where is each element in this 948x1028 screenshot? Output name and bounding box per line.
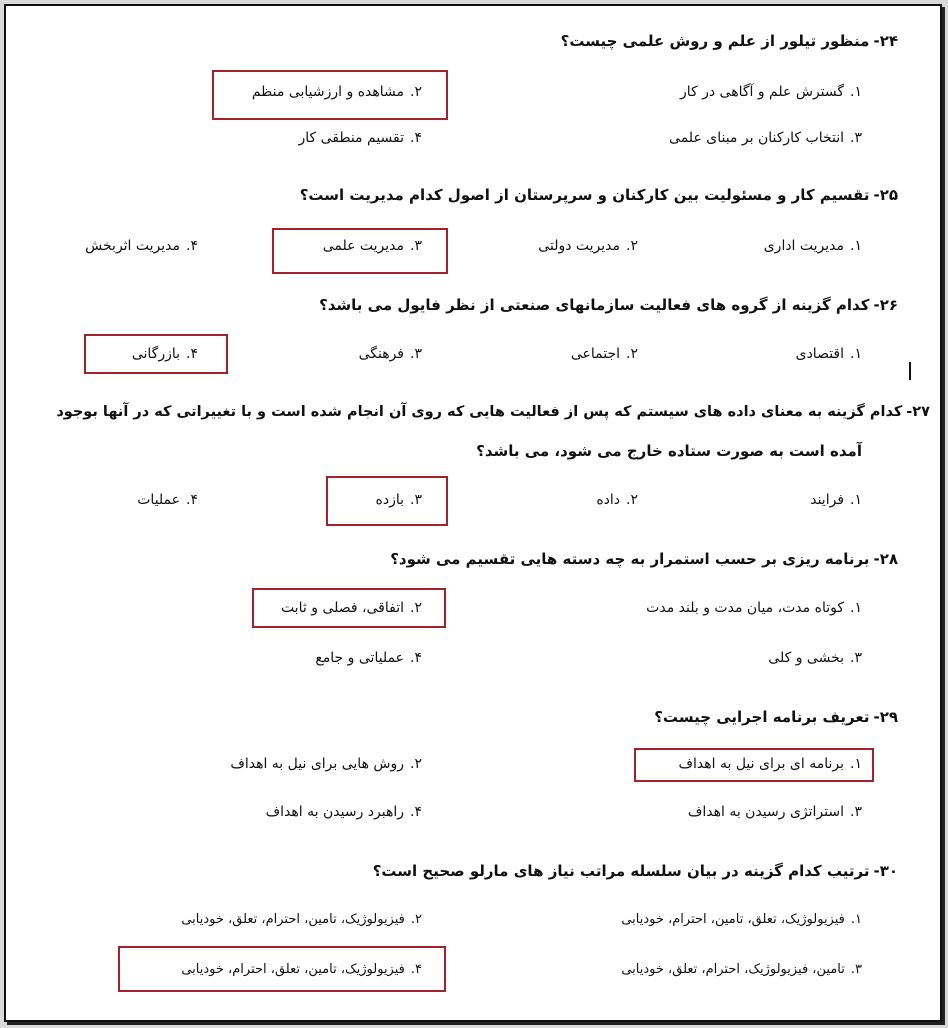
question-27-continued: آمده است به صورت ستاده خارج می شود، می باشد؟: [476, 442, 862, 460]
option-27-1: ۱.فرایند: [810, 492, 862, 508]
option-29-3: ۳.استراتژی رسیدن به اهداف: [687, 804, 862, 820]
option-28-1: ۱.کوتاه مدت، میان مدت و بلند مدت: [646, 600, 862, 616]
option-25-3: ۳.مدیریت علمی: [322, 238, 422, 254]
question-text: ترتیب کدام گزینه در بیان سلسله مراتب نیاز های مارلو صحیح است؟: [372, 862, 870, 880]
option-26-2: ۲.اجتماعی: [570, 346, 638, 362]
question-text: تعریف برنامه اجرایی چیست؟: [654, 708, 870, 726]
question-30: [373, 862, 898, 880]
question-24: [561, 32, 898, 50]
question-text: کدام گزینه از گروه های فعالیت سازمانهای صنعتی از نظر فایول می باشد؟: [319, 296, 870, 314]
question-number: ۳۰-: [873, 862, 898, 880]
option-27-2: ۲.داده: [596, 492, 638, 508]
question-25: [300, 186, 898, 204]
question-number: ۲۸-: [873, 550, 898, 568]
question-number: ۲۶-: [873, 296, 898, 314]
option-24-2: ۲.مشاهده و ارزشیابی منظم: [251, 84, 422, 100]
option-26-4: ۴.بازرگانی: [131, 346, 198, 362]
option-26-3: ۳.فرهنگی: [358, 346, 422, 362]
question-number: ۲۴-: [873, 32, 898, 50]
option-28-2: ۲.اتفاقی، فصلی و ثابت: [280, 600, 422, 616]
option-27-4: ۴.عملیات: [137, 492, 198, 508]
question-text: منظور تیلور از علم و روش علمی چیست؟: [560, 32, 870, 50]
option-29-4: ۴.راهبرد رسیدن به اهداف: [265, 804, 422, 820]
option-24-3: ۳.انتخاب کارکنان بر مبنای علمی: [669, 130, 862, 146]
question-number: ۲۵-: [873, 186, 898, 204]
question-number: ۲۷-: [906, 404, 930, 420]
option-24-4: ۴.تقسیم منطقی کار: [298, 130, 422, 146]
option-25-2: ۲.مدیریت دولتی: [538, 238, 638, 254]
question-28: [390, 550, 898, 568]
option-28-4: ۴.عملیاتی و جامع: [315, 650, 422, 666]
option-29-2: ۲.روش هایی برای نیل به اهداف: [230, 756, 422, 772]
option-25-4: ۴.مدیریت اثربخش: [85, 238, 198, 254]
text-cursor: [909, 362, 911, 380]
option-25-1: ۱.مدیریت اداری: [763, 238, 862, 254]
option-29-1: ۱.برنامه ای برای نیل به اهداف: [678, 756, 862, 772]
option-27-3: ۳.بازده: [375, 492, 422, 508]
question-number: ۲۹-: [873, 708, 898, 726]
option-30-1: ۱.فیزیولوژیک، تعلق، تامین، احترام، خودیابی: [621, 912, 862, 927]
option-24-1: ۱.گسترش علم و آگاهی در کار: [679, 84, 862, 100]
exam-page: [4, 4, 942, 1022]
option-26-1: ۱.اقتصادی: [795, 346, 862, 362]
question-26: [319, 296, 898, 314]
question-text: برنامه ریزی بر حسب استمرار به چه دسته هایی تقسیم می شود؟: [390, 550, 870, 568]
question-text: کدام گزینه به معنای داده های سیستم که پس از فعالیت هایی که روی آن انجام شده است و با تغییراتی که در آنها بوجود: [56, 404, 903, 420]
option-30-3: ۳.تامین، فیزیولوژیک، احترام، تعلق، خودیابی: [621, 962, 862, 977]
option-28-3: ۳.بخشی و کلی: [768, 650, 862, 666]
question-27: [56, 404, 930, 420]
question-29: [654, 708, 898, 726]
option-30-2: ۲.فیزیولوژیک، تامین، احترام، تعلق، خودیابی: [181, 912, 422, 927]
option-30-4: ۴.فیزیولوژیک، تامین، تعلق، احترام، خودیابی: [181, 962, 422, 977]
question-text: تقسیم کار و مسئولیت بین کارکنان و سرپرستان از اصول کدام مدیریت است؟: [299, 186, 870, 204]
